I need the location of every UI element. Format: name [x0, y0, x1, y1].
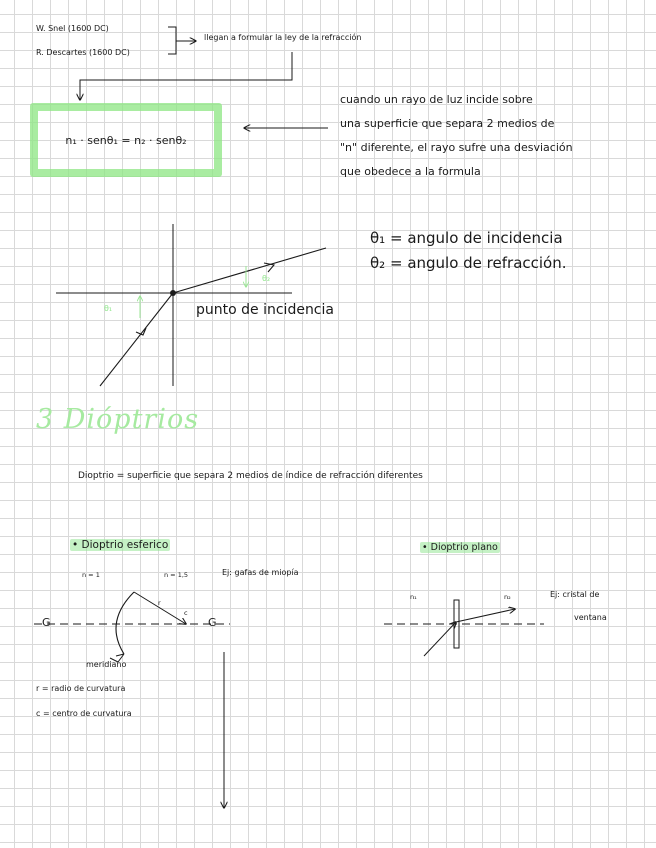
plane-example-line1: Ej: cristal de [550, 590, 600, 599]
connector-line [80, 52, 292, 100]
axis-left-label: G [42, 616, 51, 629]
spherical-surface [116, 592, 134, 654]
description-line: cuando un rayo de luz incide sobre [340, 93, 533, 106]
incidence-point [170, 290, 176, 296]
plane-n2-label: n₂ [504, 593, 511, 601]
spherical-dioptre-title-text: • Dioptrio esferico [72, 539, 169, 551]
legend-theta1 [370, 229, 563, 247]
plane-example-line2: ventana [574, 613, 607, 622]
snell-name: W. Snel (1600 DC) [36, 24, 109, 33]
description-line: una superficie que separa 2 medios de [340, 117, 555, 130]
dioptre-definition: Dioptrio = superficie que separa 2 medios de índice de refracción diferentes [78, 471, 423, 481]
spherical-dioptre-title [70, 539, 170, 552]
law-formulation-text: llegan a formular la ley de la refracción [204, 33, 362, 42]
refracted-ray [173, 248, 326, 293]
radius-label: r [158, 599, 161, 607]
description-line: que obedece a la formula [340, 165, 481, 178]
formula-box [30, 103, 222, 177]
plane-refracted-ray [456, 609, 515, 622]
legend-theta2 [370, 254, 567, 272]
refraction-description [340, 88, 630, 184]
legend-symbol: θ₁ [370, 229, 386, 247]
axis-right-label: G [208, 616, 217, 629]
spherical-example: Ej: gafas de miopía [222, 568, 299, 577]
theta1-label: θ₁ [104, 304, 113, 313]
center-definition: c = centro de curvatura [36, 709, 132, 718]
refracted-ray-arrow [264, 263, 274, 272]
n2-label: n = 1,5 [164, 571, 189, 579]
plane-n1-label: n₁ [410, 593, 417, 601]
radius-line [134, 592, 186, 624]
plane-dioptre-title [420, 542, 500, 553]
descartes-name: R. Descartes (1600 DC) [36, 48, 130, 57]
section-heading: 3 Dióptrios [36, 404, 200, 435]
center-label: c [184, 609, 188, 617]
legend-text: = angulo de incidencia [389, 229, 563, 247]
snell-formula: n₁ · senθ₁ = n₂ · senθ₂ [65, 133, 187, 147]
radius-definition: r = radio de curvatura [36, 684, 126, 693]
meridian-label: meridiano [86, 660, 127, 669]
legend-symbol: θ₂ [370, 254, 386, 272]
incidence-point-label: punto de incidencia [196, 302, 334, 318]
description-line: "n" diferente, el rayo sufre una desviación [340, 141, 573, 154]
names-brace [168, 27, 196, 54]
legend-text: = angulo de refracción. [389, 254, 567, 272]
plane-incident-ray [424, 622, 456, 656]
n1-label: n = 1 [82, 571, 100, 579]
plane-dioptre-title-text: • Dioptrio plano [422, 542, 498, 553]
theta2-label: θ₂ [262, 274, 271, 283]
